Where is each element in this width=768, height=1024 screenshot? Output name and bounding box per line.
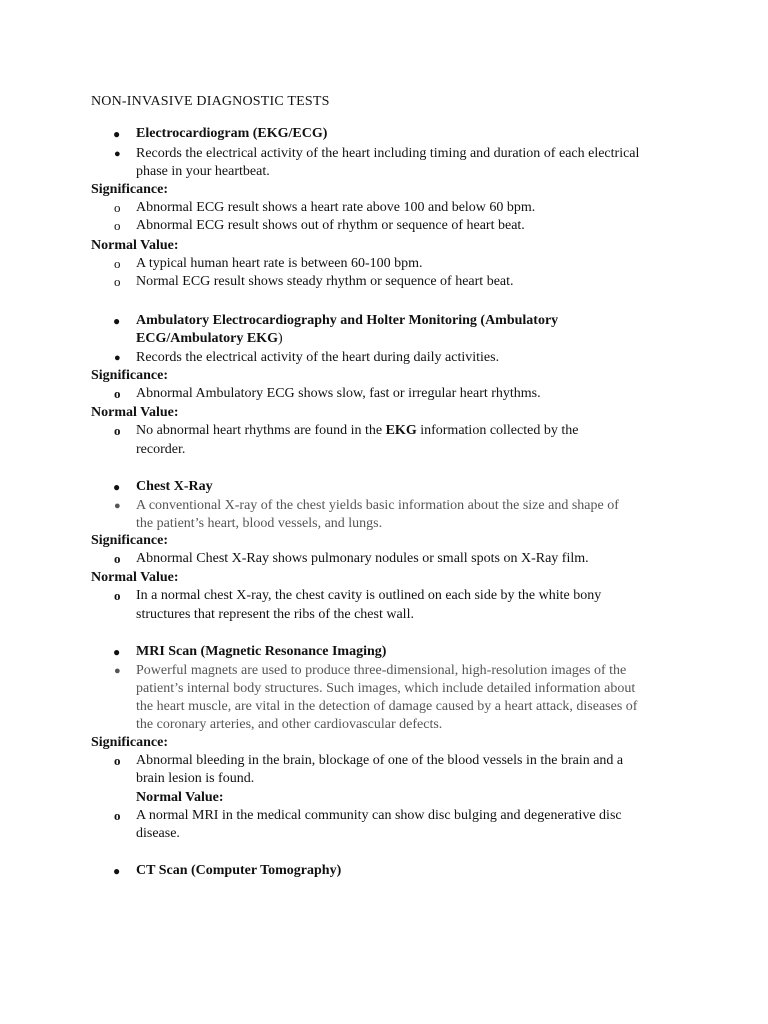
text-part: No abnormal heart rhythms are found in the [136, 423, 386, 438]
xray-significance-label: Significance: [91, 533, 168, 548]
circle-bullet-icon: o [114, 256, 121, 271]
ambulatory-significance-label: Significance: [91, 368, 168, 383]
circle-bullet-icon: o [114, 218, 121, 233]
section-heading-ambulatory-line-2 [136, 330, 283, 348]
section-heading-ct: CT Scan (Computer Tomography) [136, 863, 342, 878]
ecg-significance-label: Significance: [91, 182, 168, 197]
xray-normal-item-1-line-1: In a normal chest X-ray, the chest cavity is outlined on each side by the white bony [136, 588, 602, 603]
text-part: information collected by the [416, 423, 579, 438]
circle-bullet-icon: o [114, 274, 121, 289]
section-heading-ecg: Electrocardiogram (EKG/ECG) [136, 126, 328, 141]
ecg-significance-item-2: Abnormal ECG result shows out of rhythm or sequence of heart beat. [136, 218, 525, 233]
xray-description-line-2: the patient’s heart, blood vessels, and lungs. [136, 516, 383, 531]
ambulatory-normal-label: Normal Value: [91, 405, 179, 420]
mri-description-line-1: Powerful magnets are used to produce three-dimensional, high-resolution images of the [136, 663, 627, 678]
bullet-icon: ● [114, 665, 121, 677]
circle-bullet-icon: o [114, 753, 121, 768]
xray-normal-item-1-line-2: structures that represent the ribs of the chest wall. [136, 607, 414, 622]
circle-bullet-icon: o [114, 588, 121, 603]
ecg-normal-label: Normal Value: [91, 238, 179, 253]
bullet-icon: ● [113, 864, 121, 878]
circle-bullet-icon: o [114, 386, 121, 401]
mri-normal-item-1-line-1: A normal MRI in the medical community can show disc bulging and degenerative disc [136, 808, 622, 823]
ecg-description-line-2: phase in your heartbeat. [136, 164, 270, 179]
circle-bullet-icon: o [114, 808, 121, 823]
mri-description-line-3: the heart muscle, are vital in the detection of damage caused by a heart attack, diseases of [136, 699, 638, 714]
circle-bullet-icon: o [114, 551, 121, 566]
bullet-icon: ● [113, 645, 121, 659]
mri-significance-label: Significance: [91, 735, 168, 750]
bullet-icon: ● [114, 148, 121, 160]
xray-normal-label: Normal Value: [91, 570, 179, 585]
xray-significance-item-1: Abnormal Chest X-Ray shows pulmonary nodules or small spots on X-Ray film. [136, 551, 589, 566]
xray-description-line-1: A conventional X-ray of the chest yields basic information about the size and shape of [136, 498, 619, 513]
ambulatory-normal-item-1 [136, 422, 578, 440]
text-part-bold: EKG [385, 423, 417, 438]
mri-normal-item-1-line-2: disease. [136, 826, 180, 841]
ecg-normal-item-1: A typical human heart rate is between 60-100 bpm. [136, 256, 423, 271]
ecg-significance-item-1: Abnormal ECG result shows a heart rate above 100 and below 60 bpm. [136, 200, 536, 215]
circle-bullet-icon: o [114, 423, 121, 438]
section-heading-mri: MRI Scan (Magnetic Resonance Imaging) [136, 644, 387, 659]
ambulatory-normal-item-1-line-2: recorder. [136, 442, 186, 457]
ecg-description-line-1: Records the electrical activity of the heart including timing and duration of each electrical [136, 146, 640, 161]
bullet-icon: ● [114, 352, 121, 364]
bullet-icon: ● [113, 127, 121, 141]
mri-significance-item-1-line-2: brain lesion is found. [136, 771, 255, 786]
circle-bullet-icon: o [114, 200, 121, 215]
bullet-icon: ● [114, 500, 121, 512]
ecg-normal-item-2: Normal ECG result shows steady rhythm or sequence of heart beat. [136, 274, 514, 289]
ambulatory-significance-item-1: Abnormal Ambulatory ECG shows slow, fast or irregular heart rhythms. [136, 386, 541, 401]
mri-description-line-4: the coronary arteries, and other cardiovascular defects. [136, 717, 443, 732]
bullet-icon: ● [113, 314, 121, 328]
mri-description-line-2: patient’s internal body structures. Such images, which include detailed information about [136, 681, 636, 696]
ambulatory-description: Records the electrical activity of the heart during daily activities. [136, 350, 500, 365]
section-heading-chest-xray: Chest X-Ray [136, 479, 213, 494]
mri-normal-label: Normal Value: [136, 790, 224, 805]
bullet-icon: ● [113, 480, 121, 494]
document-title: NON-INVASIVE DIAGNOSTIC TESTS [91, 94, 330, 109]
heading-part: ) [277, 331, 283, 346]
heading-part: ECG/Ambulatory EKG [136, 331, 278, 346]
section-heading-ambulatory-line-1: Ambulatory Electrocardiography and Holter Monitoring (Ambulatory [136, 313, 559, 328]
mri-significance-item-1-line-1: Abnormal bleeding in the brain, blockage of one of the blood vessels in the brain and a [136, 753, 624, 768]
